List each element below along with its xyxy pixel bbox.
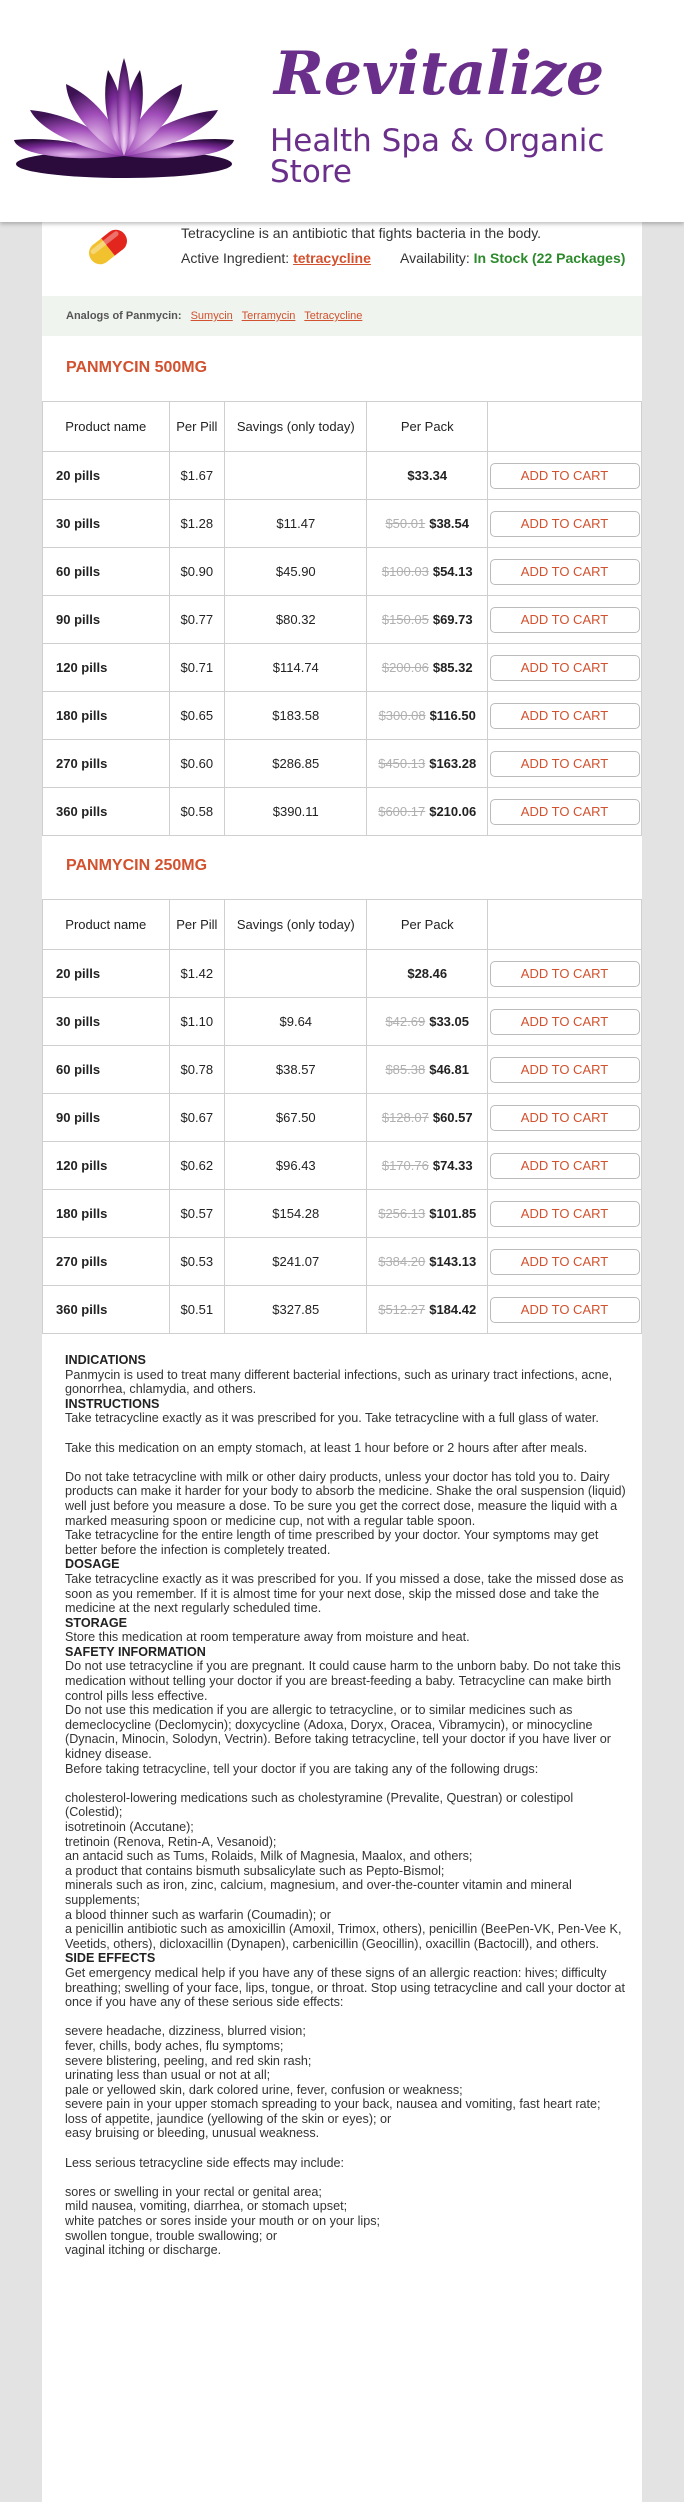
per-pack-cell bbox=[367, 452, 488, 500]
info-text: Take tetracycline exactly as it was prescribed for you. Take tetracycline with a full glass of water. Take this medication on an empty stomach, at least 1 hour before or 2 hours after after meals. Do not take tetracycline with milk or other dairy products, unless your doctor has told you to. Dairy products can make it harder for your body to absorb the medicine. Shake the oral suspension (liquid) well just before you measure a dose. To be sure you get the correct dose, measure the liquid with a marked measuring spoon or medicine cup, not with a regular table spoon. Take tetracycline for the entire length of time prescribed by your doctor. Your symptoms may get better before the infection is completely treated. bbox=[65, 1411, 626, 1557]
per-pack-cell bbox=[367, 500, 488, 548]
cart-cell bbox=[488, 1190, 642, 1238]
savings-amount: $183.58 bbox=[225, 692, 367, 740]
analog-link-tetracycline[interactable]: Tetracycline bbox=[304, 310, 363, 322]
pack-price: $74.33 bbox=[432, 1158, 473, 1173]
pill-icon bbox=[83, 224, 133, 270]
per-pack-cell bbox=[367, 1238, 488, 1286]
add-to-cart-button[interactable]: ADD TO CART bbox=[490, 703, 640, 729]
info-text: Get emergency medical help if you have any of these signs of an allergic reaction: hives; difficulty breathing; swelling of your face, lips, tongue, or throat. Stop using tetracycline and call your doctor at once if you have any of these serious side effects: severe headache, dizziness, blurred vision; fever, chills, body aches, flu symptoms; severe blistering, peeling, and red skin rash; urinating less than usual or not at all; pale or yellowed skin, dark colored urine, fever, confusion or weakness; severe pain in your upper stomach spreading to your back, nausea and vomiting, fast heart rate; loss of appetite, jaundice (yellowing of the skin or eyes); or easy bruising or bleeding, unusual weakness. Less serious tetracycline side effects may include: sores or swelling in your rectal or genital area; mild nausea, vomiting, diarrhea, or stomach upset; white patches or sores inside your mouth or on your lips; swollen tongue, trouble swallowing; or vaginal itching or discharge. bbox=[65, 1965, 626, 2258]
per-pill-price: $0.78 bbox=[169, 1046, 225, 1094]
per-pack-cell bbox=[367, 1286, 488, 1334]
table-row bbox=[43, 1094, 642, 1142]
column-header: Per Pill bbox=[169, 402, 225, 452]
old-price: $85.38 bbox=[385, 1062, 426, 1077]
old-price: $256.13 bbox=[378, 1206, 426, 1221]
per-pill-price: $0.67 bbox=[169, 1094, 225, 1142]
old-price: $512.27 bbox=[378, 1302, 426, 1317]
savings-amount: $9.64 bbox=[225, 998, 367, 1046]
info-heading: INSTRUCTIONS bbox=[65, 1396, 160, 1411]
per-pack-cell bbox=[367, 998, 488, 1046]
package-size: 90 pills bbox=[56, 1110, 101, 1125]
savings-amount bbox=[225, 452, 367, 500]
cart-cell bbox=[488, 788, 642, 836]
add-to-cart-button[interactable]: ADD TO CART bbox=[490, 1057, 640, 1083]
package-size: 60 pills bbox=[56, 564, 101, 579]
site-header bbox=[0, 0, 684, 222]
pack-price: $210.06 bbox=[429, 804, 477, 819]
per-pack-cell bbox=[367, 548, 488, 596]
table-row bbox=[43, 740, 642, 788]
savings-amount: $11.47 bbox=[225, 500, 367, 548]
pack-price: $33.05 bbox=[429, 1014, 469, 1029]
package-size: 360 pills bbox=[56, 804, 108, 819]
package-size: 20 pills bbox=[56, 468, 101, 483]
per-pill-price: $0.57 bbox=[169, 1190, 225, 1238]
product-name-cell bbox=[43, 788, 170, 836]
package-size: 30 pills bbox=[56, 516, 101, 531]
product-name-cell bbox=[43, 998, 170, 1046]
per-pill-price: $0.65 bbox=[169, 692, 225, 740]
package-size: 30 pills bbox=[56, 1014, 101, 1029]
add-to-cart-button[interactable]: ADD TO CART bbox=[490, 559, 640, 585]
pack-price: $143.13 bbox=[429, 1254, 477, 1269]
savings-amount: $114.74 bbox=[225, 644, 367, 692]
add-to-cart-button[interactable]: ADD TO CART bbox=[490, 463, 640, 489]
analog-link-sumycin[interactable]: Sumycin bbox=[190, 310, 233, 322]
savings-amount: $286.85 bbox=[225, 740, 367, 788]
per-pill-price: $0.90 bbox=[169, 548, 225, 596]
info-heading: SIDE EFFECTS bbox=[65, 1951, 156, 1966]
add-to-cart-button[interactable]: ADD TO CART bbox=[490, 607, 640, 633]
column-header-empty bbox=[488, 900, 642, 950]
column-header: Per Pack bbox=[367, 900, 488, 950]
table-row bbox=[43, 788, 642, 836]
table-row bbox=[43, 452, 642, 500]
savings-amount: $67.50 bbox=[225, 1094, 367, 1142]
availability-status: In Stock (22 Packages) bbox=[473, 250, 626, 266]
per-pack-cell bbox=[367, 644, 488, 692]
package-size: 120 pills bbox=[56, 1158, 108, 1173]
old-price: $600.17 bbox=[378, 804, 426, 819]
package-size: 360 pills bbox=[56, 1302, 108, 1317]
per-pack-cell bbox=[367, 950, 488, 998]
info-heading: STORAGE bbox=[65, 1615, 128, 1630]
product-name-cell bbox=[43, 1094, 170, 1142]
cart-cell bbox=[488, 740, 642, 788]
info-text: Store this medication at room temperature away from moisture and heat. bbox=[65, 1630, 470, 1645]
per-pack-cell bbox=[367, 788, 488, 836]
section-title-500mg: PANMYCIN 500MG bbox=[66, 359, 208, 376]
table-row bbox=[43, 1238, 642, 1286]
add-to-cart-button[interactable]: ADD TO CART bbox=[490, 799, 640, 825]
old-price: $100.03 bbox=[381, 564, 429, 579]
info-text: Take tetracycline exactly as it was prescribed for you. If you missed a dose, take the missed dose as soon as you remember. If it is almost time for your next dose, skip the missed dose and take the medicine at the next regularly scheduled time. bbox=[65, 1571, 624, 1616]
cart-cell bbox=[488, 1046, 642, 1094]
table-header-row bbox=[43, 900, 642, 950]
old-price: $150.05 bbox=[381, 612, 429, 627]
cart-cell bbox=[488, 950, 642, 998]
cart-cell bbox=[488, 1142, 642, 1190]
old-price: $42.69 bbox=[385, 1014, 426, 1029]
section-title-250mg: PANMYCIN 250MG bbox=[66, 857, 208, 874]
per-pack-cell bbox=[367, 1094, 488, 1142]
column-header: Savings (only today) bbox=[225, 900, 367, 950]
per-pill-price: $0.62 bbox=[169, 1142, 225, 1190]
package-size: 270 pills bbox=[56, 756, 108, 771]
add-to-cart-button[interactable]: ADD TO CART bbox=[490, 1105, 640, 1131]
table-header-row bbox=[43, 402, 642, 452]
savings-amount: $327.85 bbox=[225, 1286, 367, 1334]
savings-amount: $45.90 bbox=[225, 548, 367, 596]
per-pill-price: $0.77 bbox=[169, 596, 225, 644]
add-to-cart-button[interactable]: ADD TO CART bbox=[490, 961, 640, 987]
ingredient-label: Active Ingredient: bbox=[181, 250, 290, 266]
savings-amount: $390.11 bbox=[225, 788, 367, 836]
drug-information bbox=[65, 1353, 630, 2258]
brand-tagline: Health Spa & Organic Store bbox=[270, 123, 605, 190]
info-text: Do not use tetracycline if you are pregnant. It could cause harm to the unborn baby. Do not take this medication without telling your doctor if you are breast-feeding a baby. Tetracycline can make birth control pills less effective. Do not use this medication if you are allergic to tetracycline, or to similar medicines such as demeclocycline (Declomycin); doxycycline (Adoxa, Doryx, Oracea, Vibramycin), or minocycline (Dynacin, Minocin, Solodyn, Vectrin). Before taking tetracycline, tell your doctor if you have liver or kidney disease. Before taking tetracycline, tell your doctor if you are taking any of the following drugs: cholesterol-lowering medications such as cholestyramine (Prevalite, Questran) or colestipol (Colestid); isotretinoin (Accutane); tretinoin (Renova, Retin-A, Vesanoid); an antacid such as Tums, Rolaids, Milk of Magnesia, Maalox, and others; a product that contains bismuth subsalicylate such as Pepto-Bismol; minerals such as iron, zinc, calcium, magnesium, and over-the-counter vitamin and mineral supplements; a blood thinner such as warfarin (Coumadin); or a penicillin antibiotic such as amoxicillin (Amoxil, Trimox, others), penicillin (BeePen-VK, Pen-Vee K, Veetids, others), dicloxacillin (Dynapen), carbenicillin (Geocillin), oxacillin (Bactocill), and others. bbox=[65, 1659, 622, 1951]
pack-price: $46.81 bbox=[429, 1062, 469, 1077]
column-header: Product name bbox=[43, 402, 170, 452]
cart-cell bbox=[488, 692, 642, 740]
pack-price: $69.73 bbox=[432, 612, 473, 627]
per-pill-price: $0.71 bbox=[169, 644, 225, 692]
add-to-cart-button[interactable]: ADD TO CART bbox=[490, 751, 640, 777]
add-to-cart-button[interactable]: ADD TO CART bbox=[490, 1249, 640, 1275]
per-pill-price: $1.67 bbox=[169, 452, 225, 500]
cart-cell bbox=[488, 1286, 642, 1334]
cart-cell bbox=[488, 500, 642, 548]
cart-cell bbox=[488, 452, 642, 500]
pack-price: $101.85 bbox=[429, 1206, 477, 1221]
product-name-cell bbox=[43, 740, 170, 788]
product-name-cell bbox=[43, 1046, 170, 1094]
analogs-label: Analogs of Panmycin: bbox=[66, 310, 182, 322]
table-row bbox=[43, 548, 642, 596]
active-ingredient bbox=[181, 249, 371, 267]
product-description: Tetracycline is an antibiotic that fights bacteria in the body. bbox=[181, 225, 542, 241]
column-header: Savings (only today) bbox=[225, 402, 367, 452]
availability bbox=[400, 249, 625, 267]
savings-amount bbox=[225, 950, 367, 998]
ingredient-link[interactable]: tetracycline bbox=[293, 250, 371, 266]
product-name-cell bbox=[43, 1238, 170, 1286]
table-row bbox=[43, 1190, 642, 1238]
per-pack-cell bbox=[367, 596, 488, 644]
info-heading: DOSAGE bbox=[65, 1557, 120, 1572]
cart-cell bbox=[488, 1238, 642, 1286]
column-header: Product name bbox=[43, 900, 170, 950]
old-price: $170.76 bbox=[381, 1158, 429, 1173]
table-row bbox=[43, 998, 642, 1046]
savings-amount: $241.07 bbox=[225, 1238, 367, 1286]
per-pack-cell bbox=[367, 692, 488, 740]
pack-price: $60.57 bbox=[432, 1110, 473, 1125]
add-to-cart-button[interactable]: ADD TO CART bbox=[490, 1201, 640, 1227]
cart-cell bbox=[488, 596, 642, 644]
price-table-500mg bbox=[42, 401, 642, 836]
savings-amount: $154.28 bbox=[225, 1190, 367, 1238]
table-row bbox=[43, 500, 642, 548]
add-to-cart-button[interactable]: ADD TO CART bbox=[490, 1009, 640, 1035]
add-to-cart-button[interactable]: ADD TO CART bbox=[490, 511, 640, 537]
info-text: Panmycin is used to treat many different bacterial infections, such as urinary tract infections, acne, gonorrhea, chlamydia, and others. bbox=[65, 1367, 613, 1397]
add-to-cart-button[interactable]: ADD TO CART bbox=[490, 1153, 640, 1179]
old-price: $384.20 bbox=[378, 1254, 426, 1269]
availability-label: Availability: bbox=[400, 250, 470, 266]
table-row bbox=[43, 1046, 642, 1094]
package-size: 180 pills bbox=[56, 1206, 108, 1221]
savings-amount: $96.43 bbox=[225, 1142, 367, 1190]
price-table-250mg bbox=[42, 899, 642, 1334]
old-price: $128.07 bbox=[381, 1110, 429, 1125]
cart-cell bbox=[488, 998, 642, 1046]
old-price: $300.08 bbox=[378, 708, 426, 723]
product-name-cell bbox=[43, 1286, 170, 1334]
product-name-cell bbox=[43, 596, 170, 644]
pack-price: $54.13 bbox=[432, 564, 473, 579]
package-size: 60 pills bbox=[56, 1062, 101, 1077]
table-row bbox=[43, 596, 642, 644]
table-row bbox=[43, 950, 642, 998]
analogs-bar bbox=[42, 296, 642, 336]
info-heading: SAFETY INFORMATION bbox=[65, 1644, 206, 1659]
product-name-cell bbox=[43, 1142, 170, 1190]
pack-price: $116.50 bbox=[429, 708, 476, 723]
package-size: 180 pills bbox=[56, 708, 108, 723]
cart-cell bbox=[488, 644, 642, 692]
per-pack-cell bbox=[367, 740, 488, 788]
table-row bbox=[43, 644, 642, 692]
product-name-cell bbox=[43, 692, 170, 740]
per-pill-price: $0.53 bbox=[169, 1238, 225, 1286]
product-name-cell bbox=[43, 452, 170, 500]
info-heading: INDICATIONS bbox=[65, 1353, 146, 1367]
package-size: 120 pills bbox=[56, 660, 108, 675]
table-row bbox=[43, 1142, 642, 1190]
pack-price: $184.42 bbox=[429, 1302, 477, 1317]
pack-price: $85.32 bbox=[432, 660, 473, 675]
old-price: $200.06 bbox=[381, 660, 429, 675]
old-price: $50.01 bbox=[385, 516, 426, 531]
add-to-cart-button[interactable]: ADD TO CART bbox=[490, 655, 640, 681]
product-name-cell bbox=[43, 950, 170, 998]
cart-cell bbox=[488, 548, 642, 596]
analog-link-terramycin[interactable]: Terramycin bbox=[241, 310, 296, 322]
per-pill-price: $0.60 bbox=[169, 740, 225, 788]
cart-cell bbox=[488, 1094, 642, 1142]
product-name-cell bbox=[43, 548, 170, 596]
savings-amount: $80.32 bbox=[225, 596, 367, 644]
column-header: Per Pack bbox=[367, 402, 488, 452]
pack-price: $163.28 bbox=[429, 756, 477, 771]
per-pill-price: $1.42 bbox=[169, 950, 225, 998]
column-header-empty bbox=[488, 402, 642, 452]
product-name-cell bbox=[43, 500, 170, 548]
per-pill-price: $1.10 bbox=[169, 998, 225, 1046]
table-row bbox=[43, 692, 642, 740]
package-size: 90 pills bbox=[56, 612, 101, 627]
per-pack-cell bbox=[367, 1190, 488, 1238]
add-to-cart-button[interactable]: ADD TO CART bbox=[490, 1297, 640, 1323]
per-pill-price: $1.28 bbox=[169, 500, 225, 548]
column-header: Per Pill bbox=[169, 900, 225, 950]
pack-price: $38.54 bbox=[429, 516, 469, 531]
package-size: 270 pills bbox=[56, 1254, 108, 1269]
old-price: $450.13 bbox=[378, 756, 426, 771]
pack-price: $28.46 bbox=[407, 966, 448, 981]
per-pill-price: $0.58 bbox=[169, 788, 225, 836]
pack-price: $33.34 bbox=[407, 468, 448, 483]
product-name-cell bbox=[43, 1190, 170, 1238]
per-pack-cell bbox=[367, 1142, 488, 1190]
per-pill-price: $0.51 bbox=[169, 1286, 225, 1334]
brand-name: Revitalize bbox=[274, 39, 605, 109]
package-size: 20 pills bbox=[56, 966, 101, 981]
savings-amount: $38.57 bbox=[225, 1046, 367, 1094]
table-row bbox=[43, 1286, 642, 1334]
product-name-cell bbox=[43, 644, 170, 692]
per-pack-cell bbox=[367, 1046, 488, 1094]
lotus-logo[interactable] bbox=[8, 52, 240, 182]
